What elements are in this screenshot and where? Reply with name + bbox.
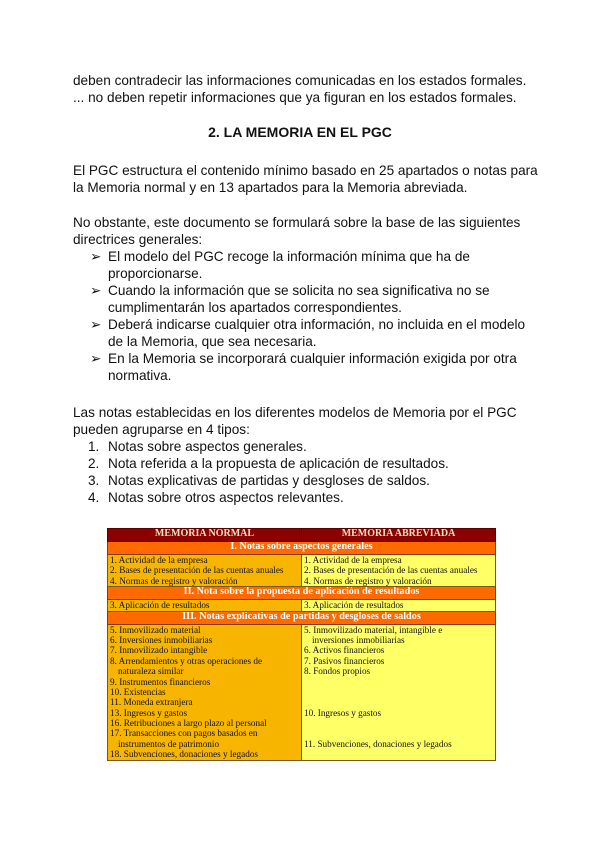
col-header-normal: MEMORIA NORMAL xyxy=(108,529,302,542)
numbered-item xyxy=(88,455,449,472)
table-cell-line: naturaleza similar xyxy=(118,666,184,677)
table-cell-line: 1. Actividad de la empresa xyxy=(110,555,208,565)
table-cell-line: 4. Normas de registro y valoración xyxy=(110,575,238,586)
item-number: 4. xyxy=(88,490,100,505)
table-cell-line: 13. Ingresos y gastos xyxy=(110,707,188,718)
table-row xyxy=(108,600,496,611)
table-cell-line: 11. Subvenciones, donaciones y legados xyxy=(304,738,452,749)
table-cell-line: 6. Activos financieros xyxy=(304,645,385,656)
table-cell-line: 3. Aplicación de resultados xyxy=(304,600,404,611)
section-row xyxy=(108,542,496,555)
bullet-text-cont: proporcionarse. xyxy=(108,266,203,281)
section-row xyxy=(108,587,496,600)
table-cell-line: 7. Pasivos financieros xyxy=(304,655,385,666)
bullet-text: Cuando la información que se solicita no sea significativa no se xyxy=(108,283,490,298)
numbered-item xyxy=(88,438,307,455)
table-cell-line: 16. Retribuciones a largo plazo al personal xyxy=(110,718,267,729)
numbered-item xyxy=(88,489,344,506)
table-cell-line: 8. Fondos propios xyxy=(304,666,371,677)
table-cell-line: 1. Actividad de la empresa xyxy=(304,555,402,565)
table-cell-line: inversiones inmobiliarias xyxy=(312,634,405,645)
table-cell-line: 4. Normas de registro y valoración xyxy=(304,575,432,586)
table-cell-line: 10. Existencias xyxy=(110,686,166,697)
table-cell-line xyxy=(304,677,493,687)
table-cell-line: 10. Ingresos y gastos xyxy=(304,707,382,718)
table-cell-line xyxy=(304,749,493,759)
item-number: 3. xyxy=(88,473,100,488)
table-cell-line: 17. Transacciones con pagos basados en xyxy=(110,728,258,739)
col-header-abreviada: MEMORIA ABREVIADA xyxy=(302,529,496,542)
section-row xyxy=(108,611,496,624)
table-row xyxy=(108,624,496,760)
arrow-bullet-icon: ➢ xyxy=(90,283,102,298)
item-text: Nota referida a la propuesta de aplicación de resultados. xyxy=(108,456,449,471)
table-cell-line xyxy=(304,728,493,738)
table-cell-line: 7. Inmovilizado intangible xyxy=(110,645,208,656)
bullet-text: El modelo del PGC recoge la información mínima que ha de xyxy=(108,249,470,264)
intro-line-2: ... no deben repetir informaciones que ya figuran en los estados formales. xyxy=(73,90,517,105)
item-text: Notas sobre otros aspectos relevantes. xyxy=(108,490,344,505)
bullet-text: Deberá indicarse cualquier otra información, no incluida en el modelo xyxy=(108,317,526,332)
intro-line-1: deben contradecir las informaciones comunicadas en los estados formales. xyxy=(73,73,527,88)
item-text: Notas explicativas de partidas y desgloses de saldos. xyxy=(108,473,430,488)
table-cell-line xyxy=(304,687,493,697)
cell-normal xyxy=(108,600,302,611)
table-cell-line xyxy=(304,718,493,728)
section-title: III. Notas explicativas de partidas y desgloses de saldos xyxy=(108,611,496,624)
table-cell-line: 8. Arrendamientos y otras operaciones de xyxy=(110,655,263,666)
bullet-text: En la Memoria se incorporará cualquier información exigida por otra xyxy=(108,351,517,366)
cell-normal xyxy=(108,555,302,587)
cell-normal xyxy=(108,624,302,760)
arrow-bullet-icon: ➢ xyxy=(90,351,102,366)
table-cell-line: 6. Inversiones inmobiliarias xyxy=(110,634,213,645)
table-cell-line xyxy=(304,697,493,707)
item-number: 1. xyxy=(88,439,100,454)
table-cell-line: 5. Inmovilizado material, intangible e xyxy=(304,624,443,635)
table-cell-line: 18. Subvenciones, donaciones y legados xyxy=(110,749,258,760)
table-row xyxy=(108,555,496,587)
bullet-text-cont: normativa. xyxy=(108,368,172,383)
paragraph-2-line-1: No obstante, este documento se formulará sobre la base de las siguientes xyxy=(73,215,521,230)
paragraph-1-line-1: El PGC estructura el contenido mínimo basado en 25 apartados o notas para xyxy=(73,163,538,178)
table-cell-line: instrumentos de patrimonio xyxy=(118,738,220,749)
table-cell-line: 2. Bases de presentación de las cuentas anuales xyxy=(304,565,478,576)
section-title: I. Notas sobre aspectos generales xyxy=(108,542,496,555)
bullet-text-cont: de la Memoria, que sea necesaria. xyxy=(108,334,317,349)
cell-abreviada xyxy=(302,555,496,587)
item-text: Notas sobre aspectos generales. xyxy=(108,439,307,454)
paragraph-3-line-2: pueden agruparse en 4 tipos: xyxy=(73,422,250,437)
paragraph-1-line-2: la Memoria normal y en 13 apartados para la Memoria abreviada. xyxy=(73,180,468,195)
bullet-text-cont: cumplimentarán los apartados correspondientes. xyxy=(108,300,402,315)
cell-abreviada xyxy=(302,600,496,611)
table-cell-line: 5. Inmovilizado material xyxy=(110,624,201,635)
numbered-item xyxy=(88,472,430,489)
section-title: II. Nota sobre la propuesta de aplicación de resultados xyxy=(108,587,496,600)
cell-abreviada xyxy=(302,624,496,760)
table-cell-line: 9. Instrumentos financieros xyxy=(110,676,211,687)
paragraph-2-line-2: directrices generales: xyxy=(73,232,203,247)
paragraph-3-line-1: Las notas establecidas en los diferentes modelos de Memoria por el PGC xyxy=(73,405,517,420)
arrow-bullet-icon: ➢ xyxy=(90,249,102,264)
table-cell-line: 11. Moneda extranjera xyxy=(110,697,193,708)
table-cell-line: 3. Aplicación de resultados xyxy=(110,600,210,611)
arrow-bullet-icon: ➢ xyxy=(90,317,102,332)
table-cell-line: 2. Bases de presentación de las cuentas anuales xyxy=(110,565,284,576)
table-header-row xyxy=(108,529,496,542)
section-heading: 2. LA MEMORIA EN EL PGC xyxy=(208,124,392,140)
memoria-table xyxy=(107,528,496,761)
item-number: 2. xyxy=(88,456,100,471)
